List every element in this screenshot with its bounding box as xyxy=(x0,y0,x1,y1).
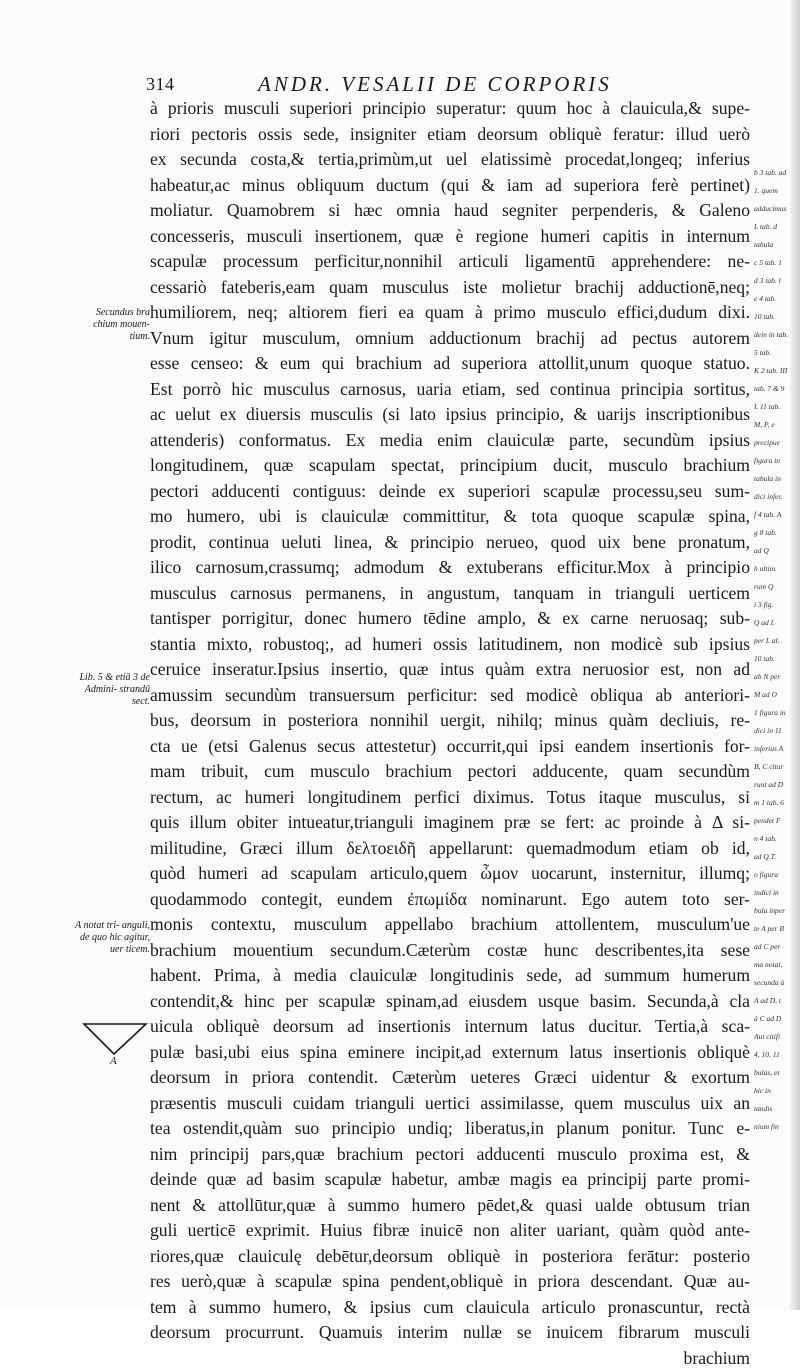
text-line: cessariò fateberis,eam quam musculus iste molietur brachij adductionē,neq; xyxy=(150,275,750,301)
text-line: Est porrò hic musculus carnosus, uaria etiam, sed continua principia sortitus, xyxy=(150,377,750,403)
right-marginal-note: runt ad D xyxy=(754,780,794,790)
text-line: à prioris musculi superiori principio superatur: quum hoc à clauicula,& supe- xyxy=(150,96,750,122)
right-marginal-note: inferius A xyxy=(754,744,794,754)
right-marginal-note: A ad D, t xyxy=(754,996,794,1006)
right-marginal-note: per L al. xyxy=(754,636,794,646)
text-line: quodammodo contegit, eundem ἐπωμίδα nominarunt. Ego autem toto ser- xyxy=(150,887,750,913)
text-line: uicula obliquè deorsum ad insertionis internum latus ducitur. Tertia,à sca- xyxy=(150,1014,750,1040)
right-marginal-note: secunda à xyxy=(754,978,794,988)
left-marginal-note: A notat tri- anguli, de quo hic agitur, uer ticem. xyxy=(74,920,150,956)
right-marginal-note: e 4 tab. xyxy=(754,294,794,304)
text-line: deorsum in priora contendit. Cæterùm ueteres Græci uidentur & exortum xyxy=(150,1065,750,1091)
running-head xyxy=(146,72,746,98)
text-line: musculus carnosus permanens, in angustum, tanquam in trianguli uerticem xyxy=(150,581,750,607)
text-line: humiliorem, neq; altiorem fieri ea quam à primo musculo effici,dudum dixi. xyxy=(150,300,750,326)
right-marginal-note: à C ad D xyxy=(754,1014,794,1024)
text-line: contendit,& hinc per scapulæ spinam,ad eiusdem usque basim. Secunda,à cla xyxy=(150,989,750,1015)
right-marginal-note: dici in 11 xyxy=(754,726,794,736)
right-marginal-note: precipue xyxy=(754,438,794,448)
text-line: Vnum igitur musculum, omnium adductionum brachij ad pectus autorem xyxy=(150,326,750,352)
right-marginal-note: M ad O xyxy=(754,690,794,700)
main-text-block xyxy=(150,96,750,1371)
text-line: attenderis) conformatus. Ex media enim clauiculæ parte, secundùm ipsius xyxy=(150,428,750,454)
text-line: longitudinem, quæ scapulam spectat, principium ducit, musculo brachium xyxy=(150,453,750,479)
right-marginal-note: Aut citifi xyxy=(754,1032,794,1042)
text-line: habeatur,ac minus obliquum ductum (qui & iam ad superiora ferè pertinet) xyxy=(150,173,750,199)
text-line: res uerò,quæ à scapulæ spina pendent,obliquè in priora descendant. Quæ au- xyxy=(150,1269,750,1295)
right-marginal-note: c 5 tab. 1 xyxy=(754,258,794,268)
right-marginal-note: dein in tab. xyxy=(754,330,794,340)
text-line: bus, deorsum in posteriora nonnihil uergit, nihilq; minus quàm decliuis, re- xyxy=(150,708,750,734)
text-line: brachium mouentium secundum.Cæterùm costæ hunc describentes,ita sese xyxy=(150,938,750,964)
text-line: militudine, Græci illum δελτοειδῆ appellarunt: quemadmodum etiam ob id, xyxy=(150,836,750,862)
text-line: prodit, continua ueluti linea, & principio nerueo, quod uix bene pronatum, xyxy=(150,530,750,556)
right-marginal-note: 1 figura in xyxy=(754,708,794,718)
right-marginal-note: B, C citur xyxy=(754,762,794,772)
right-marginal-note: bula inper xyxy=(754,906,794,916)
right-marginal-note: 10 tab. xyxy=(754,312,794,322)
right-marginal-note: 10 tab. xyxy=(754,654,794,664)
text-line: mo humero, ubi is clauiculæ committitur, & tota quoque scapulæ spina, xyxy=(150,504,750,530)
right-marginal-note: tabula xyxy=(754,240,794,250)
right-marginal-note: nium fin xyxy=(754,1122,794,1132)
text-line: tantisper porrigitur, donec humero tēdine amplo, & ex carne neruosaq; sub- xyxy=(150,606,750,632)
text-line: deorsum procurrunt. Quamuis interim nullæ se inuicem fibrarum musculi xyxy=(150,1320,750,1346)
right-marginal-note: figura in xyxy=(754,456,794,466)
right-marginal-note: h ultim. xyxy=(754,564,794,574)
right-marginal-note: i 3 fig. xyxy=(754,600,794,610)
text-line: præsentis musculi cuidam trianguli uertici assimilasse, quem musculus uix an xyxy=(150,1091,750,1117)
text-line: deinde quæ ad basim scapulæ habetur, ambæ magis ea principij parte promi- xyxy=(150,1167,750,1193)
right-marginal-note: K 2 tab. III xyxy=(754,366,794,376)
text-line: pectori adducenti contiguus: deinde ex superiori scapulæ processu,seu sum- xyxy=(150,479,750,505)
right-marginal-note: dici infer. xyxy=(754,492,794,502)
right-marginal-note: m 1 tab. 6 xyxy=(754,798,794,808)
left-marginal-note: Secundus bra chium mouen- tium. xyxy=(74,307,150,343)
right-marginal-note: hic in xyxy=(754,1086,794,1096)
right-marginal-note: f 4 tab. A xyxy=(754,510,794,520)
text-line: esse censeo: & eum qui brachium ad superiora attollit,unum quoque statuo. xyxy=(150,351,750,377)
text-line: guli uerticē exprimit. Huius fibræ inuicē non aliter uariant, quàm quòd ante- xyxy=(150,1218,750,1244)
text-line: ac uelut ex diuersis musculis (si lato ipsius principio, & uarijs inscriptionibus xyxy=(150,402,750,428)
right-marginal-note: bulas, et xyxy=(754,1068,794,1078)
text-line: moliatur. Quamobrem si hæc omnia haud segniter perpenderis, & Galeno xyxy=(150,198,750,224)
right-marginal-note: 4, 10, 11 xyxy=(754,1050,794,1060)
text-line: riori pectoris ossis sede, insigniter etiam deorsum obliquè feratur: illud uerò xyxy=(150,122,750,148)
triangle-label: A xyxy=(110,1055,117,1067)
running-title: ANDR. VESALII DE CORPORIS xyxy=(258,72,612,97)
right-marginal-note: rum Q xyxy=(754,582,794,592)
right-marginal-note: ab N per xyxy=(754,672,794,682)
right-marginal-note: 1. quem xyxy=(754,186,794,196)
right-marginal-note: n 4 tab. xyxy=(754,834,794,844)
text-line: pulæ basi,ubi eius spina eminere incipit,ad externum latus insertionis obliquè xyxy=(150,1040,750,1066)
left-marginal-note: Lib. 5 & etiā 3 de Admini- strandū sect. xyxy=(74,672,150,708)
text-line: amussim secundùm transuersum perficitur: sed modicè obliqua ab anteriori- xyxy=(150,683,750,709)
text-line: habent. Prima, à media clauiculæ longitudinis sede, ad summum humerum xyxy=(150,963,750,989)
right-marginal-note: 5 tab. xyxy=(754,348,794,358)
right-marginal-note: b 3 tab. ad xyxy=(754,168,794,178)
text-line: ilico carnosum,crassumq; admodum & extuberans efficitur.Mox à principio xyxy=(150,555,750,581)
right-marginal-note: L tab. d xyxy=(754,222,794,232)
right-marginal-note: tandis xyxy=(754,1104,794,1114)
text-line: ceruice inseratur.Ipsius insertio, quæ intus quàm extra neruosior est, non ad xyxy=(150,657,750,683)
text-line: rectum, ac humeri longitudinem perfici diximus. Totus itaque musculus, si xyxy=(150,785,750,811)
text-line: tea ostendit,quàm suo principio undiq; liberatus,in planum ponitur. Tunc e- xyxy=(150,1116,750,1142)
text-line: quòd humeri ad scapulam articulo,quem ὦμον uocarunt, insternitur, illumq; xyxy=(150,861,750,887)
right-marginal-note: g 8 tab. xyxy=(754,528,794,538)
right-marginal-note: ad Q xyxy=(754,546,794,556)
right-marginal-note: tab. 7 & 9 xyxy=(754,384,794,394)
text-line: mam tribuit, cum musculo brachium pectori adducente, quam secundùm xyxy=(150,759,750,785)
text-line: quis illum obiter intueatur,trianguli imaginem præ se fert: ac proinde à Δ si- xyxy=(150,810,750,836)
right-marginal-note: ad C per xyxy=(754,942,794,952)
right-marginal-note: d 3 tab. l xyxy=(754,276,794,286)
text-line: cta ue (etsi Galenus secus attestetur) occurrit,qui ipsi eandem insertionis for- xyxy=(150,734,750,760)
text-line: concesseris, musculi insertionem, quæ è regione humeri capitis in internum xyxy=(150,224,750,250)
right-marginal-note: adducimus xyxy=(754,204,794,214)
right-marginal-note: ad Q.T. xyxy=(754,852,794,862)
text-line: scapulæ processum perficitur,nonnihil articuli ligamentū apprehendere: ne- xyxy=(150,249,750,275)
text-line: ex secunda costa,& tertia,primùm,ut uel elatissimè procedat,longeq; inferius xyxy=(150,147,750,173)
right-marginal-note: o figura xyxy=(754,870,794,880)
text-line: nent & attollūtur,quæ à summo humero pēdet,& quasi ualde obtusum trian xyxy=(150,1193,750,1219)
text-line: monis contextu, musculum appellabo brachium attollentem, musculum'ue xyxy=(150,912,750,938)
right-marginal-note: pendet F xyxy=(754,816,794,826)
right-marginal-note: indici in xyxy=(754,888,794,898)
right-marginal-note: te A per B xyxy=(754,924,794,934)
page-number: 314 xyxy=(146,74,175,95)
right-marginal-note: tabula in xyxy=(754,474,794,484)
right-marginal-note: L 11 tab. xyxy=(754,402,794,412)
right-marginal-note: ma notat, xyxy=(754,960,794,970)
right-marginal-note: M, P, e xyxy=(754,420,794,430)
text-line: riores,quæ clauiculę debētur,deorsum obliquè in posteriora ferātur: posterio xyxy=(150,1244,750,1270)
catchword: brachium xyxy=(150,1346,750,1371)
text-line: tem à summo humero, & ipsius cum clauicula articulo pronascuntur, rectà xyxy=(150,1295,750,1321)
text-line: nim principij pars,quæ brachium pectori adducenti musculo proxima est, & xyxy=(150,1142,750,1168)
right-marginal-note: Q ad L xyxy=(754,618,794,628)
text-line: stantia mixto, robustoq;, ad humeri ossis latitudinem, non modicè sub ipsius xyxy=(150,632,750,658)
